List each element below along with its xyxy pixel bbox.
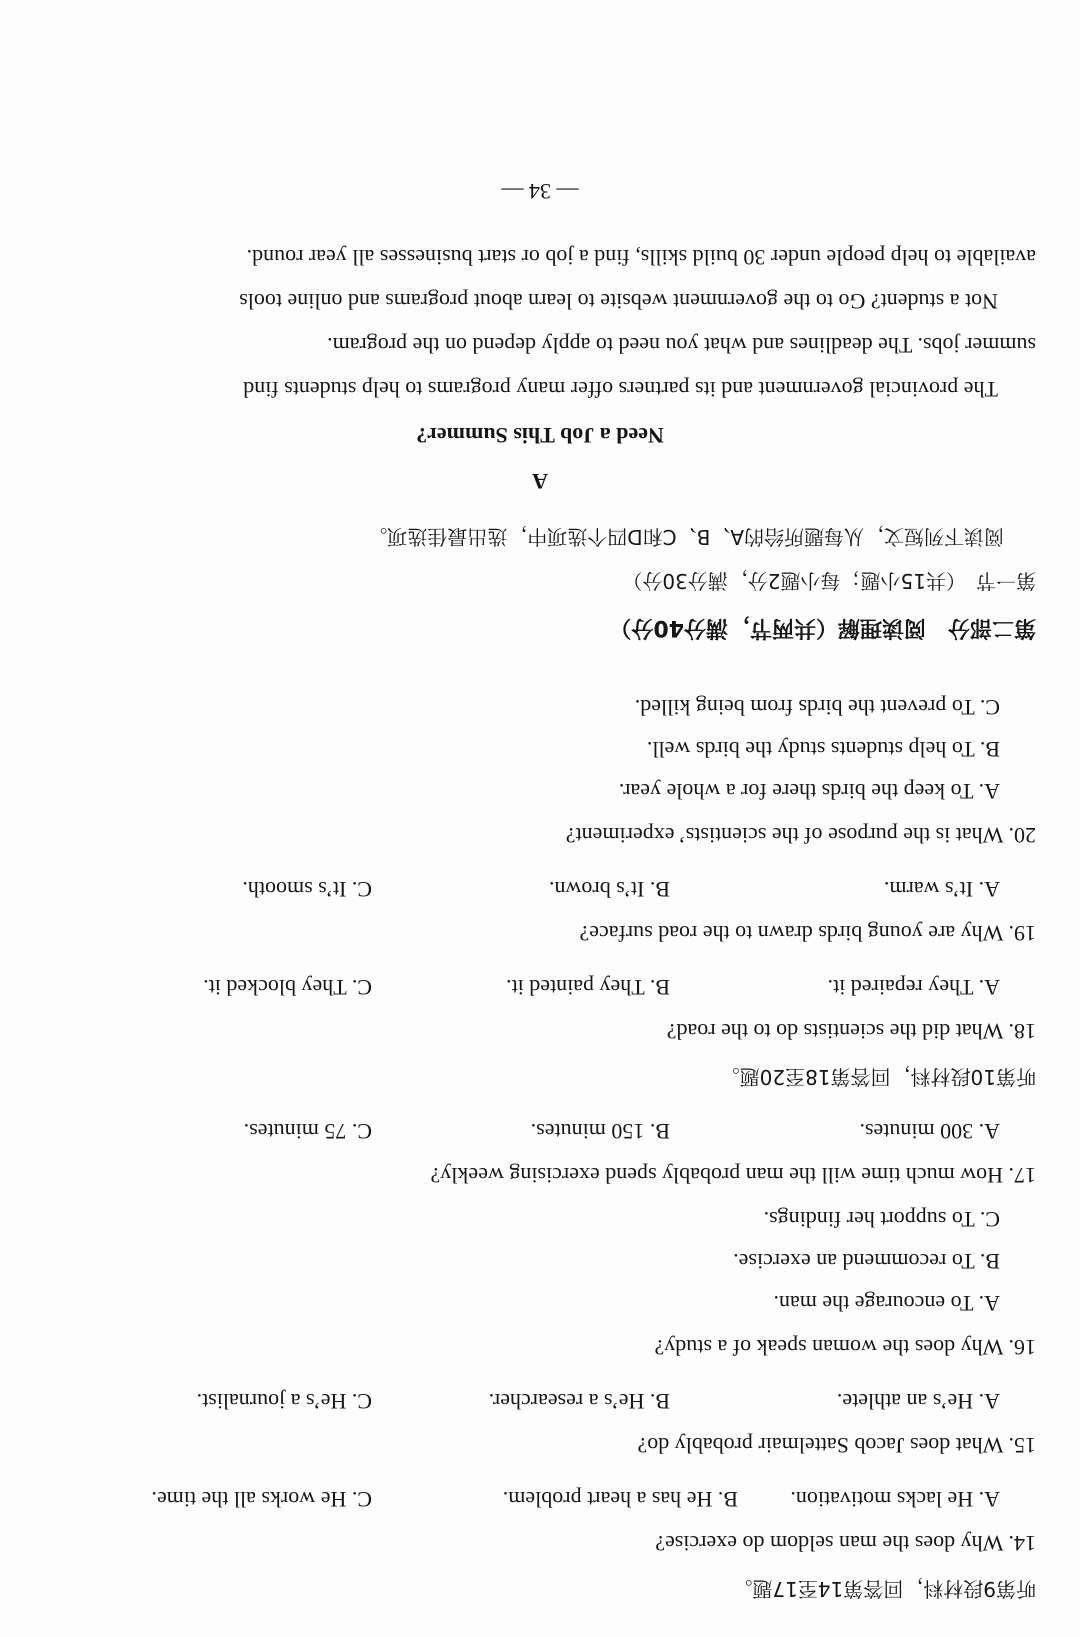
q20-option-c: C. To prevent the birds from being killed.: [634, 695, 1000, 720]
reading-instruction: 阅读下列短文，从每题所给的A、B、C和D四个选项中，选出最佳选项。: [367, 525, 1004, 549]
question-14-options: [40, 1485, 1000, 1513]
q16-option-b: B. To recommend an exercise.: [733, 1249, 1000, 1274]
q15-option-a: A. He’s an athlete.: [836, 1389, 1000, 1414]
q20-option-b: B. To help students study the birds well.: [646, 737, 1000, 762]
passage-p2-line1: Not a student? Go to the government website to learn about programs and online tools: [239, 289, 998, 314]
q17-option-a: A. 300 minutes.: [859, 1119, 1000, 1144]
passage-p2-line2: available to help people under 30 build skills, find a job or start businesses all year round.: [246, 245, 1036, 270]
listening-instruction-10: 听第10段材料，回答第18至20题。: [719, 1065, 1036, 1089]
q17-option-b: B. 150 minutes.: [530, 1119, 670, 1144]
question-16: 16. Why does the woman speak of a study?: [654, 1335, 1036, 1360]
passage-label: A: [532, 469, 548, 494]
q15-option-c: C. He’s a journalist.: [196, 1389, 372, 1414]
q19-option-a: A. It’s warm.: [883, 877, 1000, 902]
q19-option-c: C. It’s smooth.: [242, 877, 372, 902]
listening-instruction-9: 听第9段材料，回答第14至17题。: [732, 1577, 1036, 1601]
q18-option-b: B. They painted it.: [506, 975, 670, 1000]
q14-option-b: B. He has a heart problem.: [502, 1487, 738, 1512]
question-20: 20. What is the purpose of the scientists’ experiment?: [565, 823, 1036, 848]
q20-option-a: A. To keep the birds there for a whole year.: [618, 779, 1000, 804]
q14-option-a: A. He lacks motivation.: [790, 1487, 1000, 1512]
q19-option-b: B. It’s brown.: [549, 877, 670, 902]
question-19: 19. Why are young birds drawn to the road surface?: [579, 921, 1036, 946]
passage-title: Need a Job This Summer?: [416, 423, 664, 448]
question-17-options: [40, 1117, 1000, 1145]
passage-p1-line1: The provincial government and its partners offer many programs to help students find: [243, 377, 998, 402]
page-number: — 34 —: [501, 179, 579, 204]
passage-p1-line2: summer jobs. The deadlines and what you need to apply depend on the program.: [327, 333, 1036, 358]
q14-option-c: C. He works all the time.: [151, 1487, 372, 1512]
section-heading-reading: 第二部分 阅读理解（共两节，满分40分）: [609, 615, 1036, 640]
question-15: 15. What does Jacob Sattelmair probably do?: [637, 1433, 1036, 1458]
question-18: 18. What did the scientists do to the road?: [666, 1019, 1036, 1044]
section-subheading-part1: 第一节 （共15小题；每小题2分，满分30分）: [622, 569, 1036, 593]
q15-option-b: B. He’s a researcher.: [488, 1389, 670, 1414]
q17-option-c: C. 75 minutes.: [243, 1119, 372, 1144]
question-19-options: [40, 875, 1000, 903]
question-15-options: [40, 1387, 1000, 1415]
question-14: 14. Why does the man seldom do exercise?: [655, 1531, 1036, 1556]
q18-option-a: A. They repaired it.: [827, 975, 1000, 1000]
q18-option-c: C. They blocked it.: [203, 975, 372, 1000]
question-18-options: [40, 973, 1000, 1001]
q16-option-c: C. To support her findings.: [763, 1207, 1000, 1232]
q16-option-a: A. To encourage the man.: [773, 1291, 1000, 1316]
question-17: 17. How much time will the man probably spend exercising weekly?: [430, 1163, 1036, 1188]
